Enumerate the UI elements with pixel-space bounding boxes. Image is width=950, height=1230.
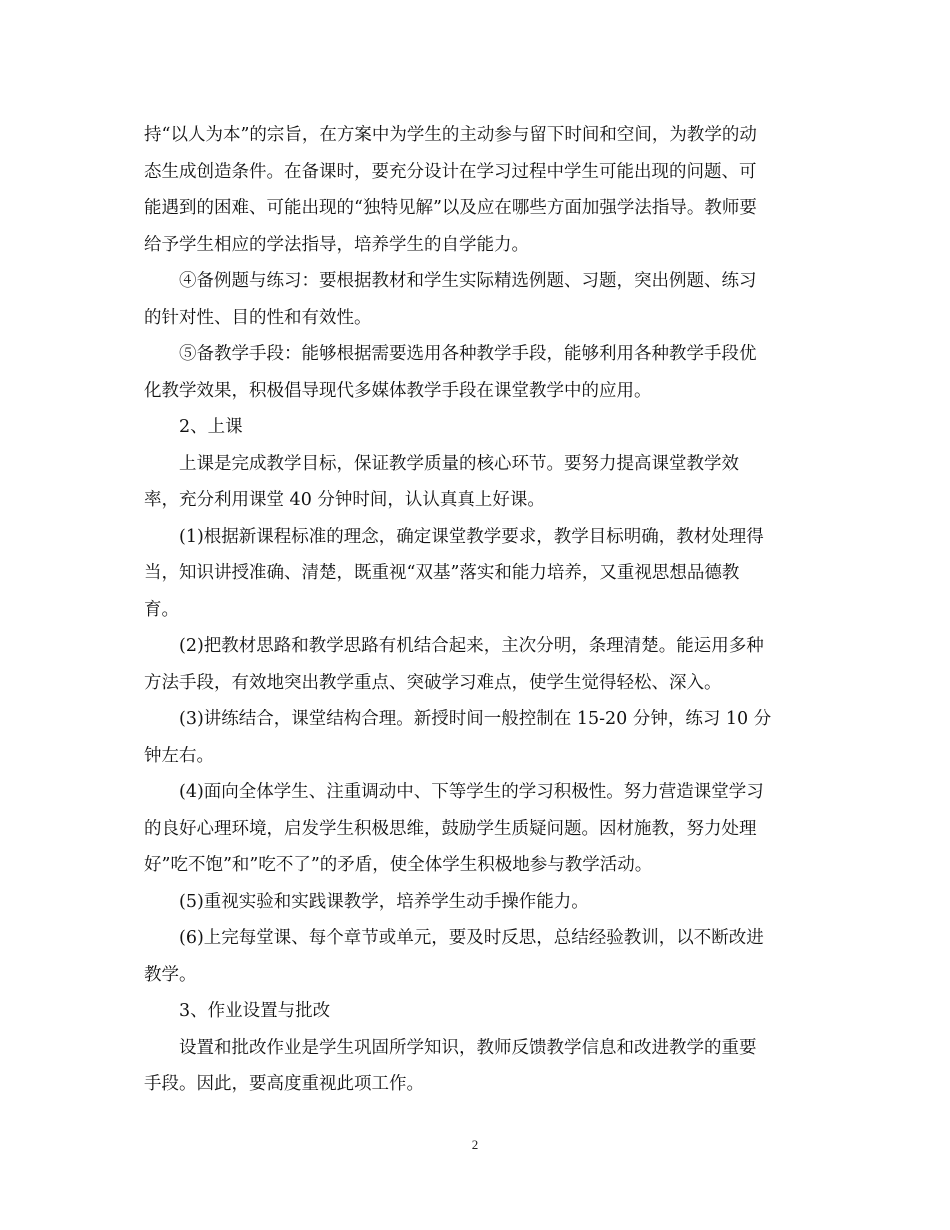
paragraph-line: 手段。因此，要高度重视此项工作。: [144, 1074, 424, 1094]
paragraph-line: 钟左右。: [144, 745, 214, 766]
paragraph: [144, 117, 806, 263]
paragraph-line: ⑤备教学手段：能够根据需要选用各种教学手段，能够利用各种教学手段优: [179, 344, 757, 364]
paragraph-line: ④备例题与练习：要根据教材和学生实际精选例题、习题，突出例题、练习: [179, 271, 757, 291]
paragraph-line: (1)根据新课程标准的理念，确定课堂教学要求，教学目标明确，教材处理得: [179, 526, 764, 547]
paragraph-line: 态生成创造条件。在备课时，要充分设计在学习过程中学生可能出现的问题、可: [144, 161, 757, 182]
paragraph-line: (2)把教材思路和教学思路有机结合起来，主次分明，条理清楚。能运用多种: [179, 636, 764, 656]
paragraph-line: 3、作业设置与批改: [179, 1001, 331, 1021]
paragraph-line: 持“以人为本”的宗旨，在方案中为学生的主动参与留下时间和空间，为教学的动: [144, 125, 757, 145]
paragraph-line: 设置和批改作业是学生巩固所学知识，教师反馈教学信息和改进教学的重要: [179, 1037, 757, 1058]
paragraph-line: 当，知识讲授准确、清楚，既重视“双基”落实和能力培养，又重视思想品德教: [144, 563, 740, 583]
paragraph: [144, 993, 806, 1030]
paragraph: [144, 1030, 806, 1103]
paragraph-line: (5)重视实验和实践课教学，培养学生动手操作能力。: [179, 891, 589, 912]
paragraph-line: 率，充分利用课堂 40 分钟时间，认认真真上好课。: [144, 490, 545, 510]
paragraph: [144, 701, 806, 774]
paragraph: [144, 628, 806, 701]
paragraph: [144, 519, 806, 629]
paragraph-line: (4)面向全体学生、注重调动中、下等学生的学习积极性。努力营造课堂学习: [179, 782, 764, 802]
paragraph-line: 化教学效果，积极倡导现代多媒体教学手段在课堂教学中的应用。: [144, 380, 652, 401]
paragraph: [144, 884, 806, 921]
paragraph: [144, 446, 806, 519]
paragraph-line: 教学。: [144, 964, 197, 985]
paragraph-line: 能遇到的困难、可能出现的“独特见解”以及应在哪些方面加强学法指导。教师要: [144, 198, 757, 218]
paragraph-line: 的良好心理环境，启发学生积极思维，鼓励学生质疑问题。因材施教，努力处理: [144, 818, 757, 839]
paragraph-line: 的针对性、目的性和有效性。: [144, 307, 372, 328]
paragraph: [144, 774, 806, 884]
document-body: [144, 117, 806, 1103]
paragraph-line: 方法手段，有效地突出教学重点、突破学习难点，使学生觉得轻松、深入。: [144, 672, 722, 693]
paragraph-line: 育。: [144, 599, 179, 620]
paragraph-line: 给予学生相应的学法指导，培养学生的自学能力。: [144, 234, 529, 255]
paragraph-line: (3)讲练结合，课堂结构合理。新授时间一般控制在 15-20 分钟，练习 10 分: [179, 709, 772, 729]
paragraph: [144, 336, 806, 409]
paragraph-line: 上课是完成教学目标，保证教学质量的核心环节。要努力提高课堂教学效: [179, 453, 739, 474]
paragraph-line: (6)上完每堂课、每个章节或单元，要及时反思，总结经验教训，以不断改进: [179, 928, 764, 948]
paragraph: [144, 409, 806, 446]
paragraph: [144, 920, 806, 993]
paragraph-line: 2、上课: [179, 417, 243, 437]
page-number: 2: [471, 1137, 479, 1152]
paragraph: [144, 263, 806, 336]
paragraph-line: 好”吃不饱”和”吃不了”的矛盾，使全体学生积极地参与教学活动。: [144, 855, 653, 875]
